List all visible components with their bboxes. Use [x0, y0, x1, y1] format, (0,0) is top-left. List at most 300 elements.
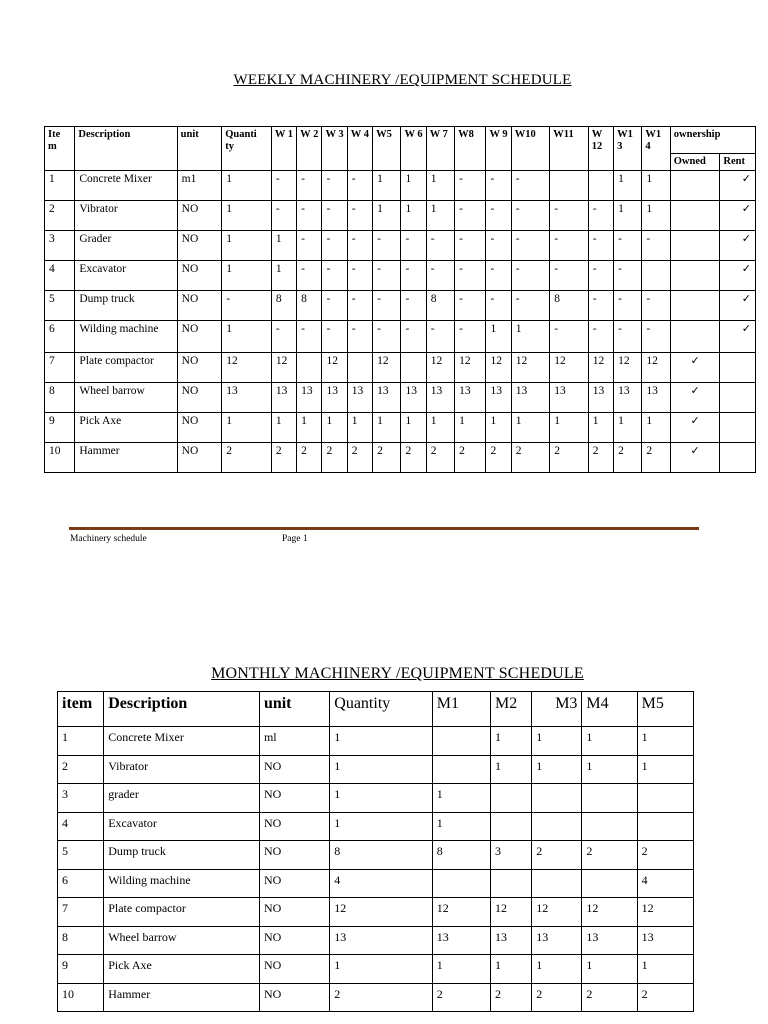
cell-unit: NO	[177, 321, 222, 353]
header-unit: unit	[259, 692, 329, 727]
cell-week: -	[455, 171, 486, 201]
cell-description: Wilding machine	[75, 321, 177, 353]
cell-item: 6	[58, 869, 104, 898]
cell-week: -	[373, 261, 401, 291]
table-row	[45, 383, 756, 413]
cell-week: -	[322, 291, 347, 321]
table-row	[45, 413, 756, 443]
cell-quantity: 1	[330, 727, 432, 756]
cell-week: 12	[588, 353, 613, 383]
cell-week: 2	[322, 443, 347, 473]
cell-rent: ✓	[720, 171, 756, 201]
header-quantity: Quantity	[330, 692, 432, 727]
cell-week: -	[271, 201, 296, 231]
cell-week: -	[614, 321, 642, 353]
cell-description: Wheel barrow	[75, 383, 177, 413]
cell-week: 2	[426, 443, 454, 473]
header-month: M5	[637, 692, 693, 727]
cell-description: grader	[104, 784, 260, 813]
header-week: W8	[455, 127, 486, 171]
cell-description: Hammer	[75, 443, 177, 473]
cell-week: -	[455, 321, 486, 353]
cell-week: 1	[401, 413, 426, 443]
cell-quantity: 1	[222, 413, 272, 443]
cell-week: 1	[511, 413, 549, 443]
cell-week: 13	[373, 383, 401, 413]
cell-week: 1	[426, 171, 454, 201]
cell-week: 1	[550, 413, 588, 443]
cell-week: -	[455, 261, 486, 291]
header-week: W 9	[486, 127, 511, 171]
cell-week: -	[511, 291, 549, 321]
cell-month: 1	[432, 955, 490, 984]
cell-week: -	[588, 231, 613, 261]
cell-month	[491, 812, 532, 841]
header-description: Description	[75, 127, 177, 171]
cell-week: -	[322, 231, 347, 261]
cell-week: 1	[373, 413, 401, 443]
header-month: M4	[582, 692, 637, 727]
cell-description: Hammer	[104, 983, 260, 1012]
cell-month: 12	[532, 898, 582, 927]
cell-description: Concrete Mixer	[75, 171, 177, 201]
cell-month: 12	[582, 898, 637, 927]
table-row	[45, 443, 756, 473]
cell-week: -	[322, 321, 347, 353]
cell-unit: NO	[177, 261, 222, 291]
table-row	[45, 261, 756, 291]
weekly-schedule-table	[44, 126, 756, 473]
cell-item: 2	[58, 755, 104, 784]
cell-week: -	[455, 291, 486, 321]
header-item: Ite m	[45, 127, 75, 171]
cell-week: 13	[401, 383, 426, 413]
cell-week: -	[347, 321, 372, 353]
cell-unit: NO	[177, 231, 222, 261]
header-quantity: Quanti ty	[222, 127, 272, 171]
cell-description: Wilding machine	[104, 869, 260, 898]
cell-month: 1	[582, 955, 637, 984]
cell-week: 12	[486, 353, 511, 383]
cell-quantity: 13	[330, 926, 432, 955]
cell-unit: NO	[259, 812, 329, 841]
cell-week: 13	[322, 383, 347, 413]
header-ownership: ownership	[670, 127, 755, 154]
cell-month: 2	[637, 841, 693, 870]
cell-week: -	[511, 261, 549, 291]
cell-item: 1	[45, 171, 75, 201]
cell-week: -	[486, 231, 511, 261]
table-row	[58, 841, 694, 870]
cell-rent: ✓	[720, 261, 756, 291]
cell-quantity: 1	[330, 955, 432, 984]
cell-month: 12	[637, 898, 693, 927]
header-rent: Rent	[720, 154, 756, 171]
cell-month: 13	[532, 926, 582, 955]
cell-month	[432, 869, 490, 898]
cell-week: 1	[401, 201, 426, 231]
cell-unit: NO	[259, 869, 329, 898]
cell-item: 8	[58, 926, 104, 955]
cell-week: -	[426, 321, 454, 353]
cell-item: 3	[45, 231, 75, 261]
cell-item: 8	[45, 383, 75, 413]
cell-unit: NO	[177, 353, 222, 383]
table-row	[58, 955, 694, 984]
cell-week: 8	[426, 291, 454, 321]
cell-quantity: 1	[222, 321, 272, 353]
cell-item: 3	[58, 784, 104, 813]
cell-week: 1	[614, 171, 642, 201]
cell-owned	[670, 291, 720, 321]
header-unit: unit	[177, 127, 222, 171]
cell-week: -	[455, 231, 486, 261]
cell-month	[637, 784, 693, 813]
cell-month	[637, 812, 693, 841]
cell-month: 2	[532, 983, 582, 1012]
cell-week: 12	[614, 353, 642, 383]
cell-quantity: 1	[222, 261, 272, 291]
cell-item: 7	[58, 898, 104, 927]
cell-owned	[670, 201, 720, 231]
cell-week: 1	[642, 413, 670, 443]
cell-quantity: 1	[330, 755, 432, 784]
cell-week: 1	[271, 413, 296, 443]
cell-week: 12	[550, 353, 588, 383]
cell-description: Concrete Mixer	[104, 727, 260, 756]
cell-unit: NO	[259, 755, 329, 784]
monthly-schedule-table	[57, 691, 694, 1012]
cell-owned: ✓	[670, 383, 720, 413]
cell-month	[432, 727, 490, 756]
cell-week: 12	[373, 353, 401, 383]
header-week: W1 3	[614, 127, 642, 171]
cell-owned	[670, 321, 720, 353]
cell-item: 2	[45, 201, 75, 231]
cell-week: -	[297, 261, 322, 291]
cell-month	[491, 869, 532, 898]
header-month: M1	[432, 692, 490, 727]
cell-unit: NO	[259, 983, 329, 1012]
cell-description: Dump truck	[75, 291, 177, 321]
cell-week: -	[588, 321, 613, 353]
header-week: W 6	[401, 127, 426, 171]
cell-owned: ✓	[670, 353, 720, 383]
cell-week: 13	[588, 383, 613, 413]
cell-week: -	[511, 231, 549, 261]
cell-week: 2	[550, 443, 588, 473]
cell-week: -	[455, 201, 486, 231]
cell-owned	[670, 171, 720, 201]
cell-description: Pick Axe	[104, 955, 260, 984]
cell-description: Pick Axe	[75, 413, 177, 443]
cell-week: 12	[322, 353, 347, 383]
cell-item: 7	[45, 353, 75, 383]
cell-week: 13	[511, 383, 549, 413]
cell-month: 1	[491, 755, 532, 784]
cell-week: 1	[373, 171, 401, 201]
table-row	[58, 983, 694, 1012]
cell-week: 13	[297, 383, 322, 413]
cell-week: 12	[426, 353, 454, 383]
cell-week: 2	[271, 443, 296, 473]
cell-week: -	[642, 291, 670, 321]
cell-week: 1	[588, 413, 613, 443]
table-row	[45, 321, 756, 353]
table-row	[58, 898, 694, 927]
table-row	[58, 784, 694, 813]
cell-week: -	[347, 231, 372, 261]
cell-week	[401, 353, 426, 383]
cell-week	[642, 261, 670, 291]
cell-quantity: 1	[222, 171, 272, 201]
header-week: W 3	[322, 127, 347, 171]
weekly-header-row	[45, 127, 756, 154]
cell-week: 13	[426, 383, 454, 413]
cell-month: 1	[532, 955, 582, 984]
cell-month: 1	[491, 955, 532, 984]
cell-week: -	[588, 291, 613, 321]
cell-owned: ✓	[670, 413, 720, 443]
cell-month: 1	[637, 755, 693, 784]
cell-week: -	[373, 321, 401, 353]
cell-week: -	[271, 171, 296, 201]
cell-item: 10	[45, 443, 75, 473]
cell-week: -	[322, 171, 347, 201]
cell-week: 1	[614, 201, 642, 231]
cell-unit: NO	[259, 898, 329, 927]
cell-description: Vibrator	[104, 755, 260, 784]
cell-week: -	[271, 321, 296, 353]
cell-month: 2	[637, 983, 693, 1012]
header-item: item	[58, 692, 104, 727]
cell-week: 1	[426, 201, 454, 231]
cell-week: 13	[455, 383, 486, 413]
cell-week: 8	[550, 291, 588, 321]
header-week: W11	[550, 127, 588, 171]
cell-month: 2	[432, 983, 490, 1012]
cell-unit: NO	[259, 841, 329, 870]
cell-month: 2	[582, 841, 637, 870]
header-week: W 2	[297, 127, 322, 171]
cell-week: 2	[642, 443, 670, 473]
cell-week: -	[373, 231, 401, 261]
footer-page-number: Page 1	[282, 534, 308, 544]
header-week: W10	[511, 127, 549, 171]
cell-week: 8	[297, 291, 322, 321]
cell-month: 12	[432, 898, 490, 927]
cell-week: 12	[642, 353, 670, 383]
cell-description: Plate compactor	[104, 898, 260, 927]
cell-rent: ✓	[720, 321, 756, 353]
cell-month	[532, 869, 582, 898]
cell-description: Plate compactor	[75, 353, 177, 383]
cell-item: 4	[58, 812, 104, 841]
cell-unit: NO	[177, 383, 222, 413]
cell-rent: ✓	[720, 291, 756, 321]
cell-week: -	[550, 321, 588, 353]
cell-quantity: 2	[222, 443, 272, 473]
cell-item: 6	[45, 321, 75, 353]
cell-week: -	[642, 321, 670, 353]
cell-week: 1	[511, 321, 549, 353]
cell-rent	[720, 383, 756, 413]
monthly-header-row	[58, 692, 694, 727]
table-row	[58, 755, 694, 784]
cell-week: 2	[588, 443, 613, 473]
cell-week: -	[486, 171, 511, 201]
cell-rent	[720, 443, 756, 473]
header-month: M2	[491, 692, 532, 727]
table-row	[58, 727, 694, 756]
footer-divider	[69, 527, 699, 530]
cell-unit: NO	[259, 784, 329, 813]
cell-description: Excavator	[104, 812, 260, 841]
header-owned: Owned	[670, 154, 720, 171]
cell-month: 1	[532, 755, 582, 784]
cell-week: 1	[297, 413, 322, 443]
cell-month: 13	[491, 926, 532, 955]
cell-week: 12	[511, 353, 549, 383]
header-week: W 1	[271, 127, 296, 171]
cell-week: -	[297, 321, 322, 353]
cell-month: 1	[432, 812, 490, 841]
cell-week: -	[347, 291, 372, 321]
cell-week: 1	[347, 413, 372, 443]
cell-week: -	[401, 231, 426, 261]
cell-unit: m1	[177, 171, 222, 201]
cell-rent: ✓	[720, 201, 756, 231]
cell-week: 13	[486, 383, 511, 413]
cell-rent: ✓	[720, 231, 756, 261]
cell-week: 1	[322, 413, 347, 443]
cell-week: -	[347, 261, 372, 291]
cell-week: -	[588, 261, 613, 291]
table-row	[45, 201, 756, 231]
cell-week: -	[511, 201, 549, 231]
cell-week: 13	[550, 383, 588, 413]
cell-quantity: 1	[222, 201, 272, 231]
header-week: W 7	[426, 127, 454, 171]
table-row	[45, 171, 756, 201]
cell-week: 1	[373, 201, 401, 231]
cell-week: 13	[642, 383, 670, 413]
cell-week: -	[373, 291, 401, 321]
cell-week: 12	[271, 353, 296, 383]
cell-quantity: 4	[330, 869, 432, 898]
cell-item: 10	[58, 983, 104, 1012]
cell-item: 9	[58, 955, 104, 984]
cell-unit: ml	[259, 727, 329, 756]
cell-month	[491, 784, 532, 813]
table-row	[45, 231, 756, 261]
cell-month: 13	[432, 926, 490, 955]
header-week: W5	[373, 127, 401, 171]
cell-week: 1	[486, 321, 511, 353]
cell-month: 2	[582, 983, 637, 1012]
cell-week: 2	[373, 443, 401, 473]
footer-document-name: Machinery schedule	[70, 534, 147, 544]
cell-week: 2	[401, 443, 426, 473]
cell-item: 9	[45, 413, 75, 443]
cell-month: 1	[637, 955, 693, 984]
header-month: M3	[532, 692, 582, 727]
cell-quantity: 13	[222, 383, 272, 413]
cell-unit: NO	[177, 413, 222, 443]
cell-week: -	[347, 201, 372, 231]
cell-month	[432, 755, 490, 784]
cell-week: -	[486, 261, 511, 291]
cell-month	[532, 784, 582, 813]
cell-week: -	[297, 201, 322, 231]
cell-unit: NO	[259, 955, 329, 984]
cell-week: 1	[642, 171, 670, 201]
cell-month	[582, 784, 637, 813]
cell-week: -	[486, 291, 511, 321]
cell-week: -	[297, 171, 322, 201]
cell-week: 2	[347, 443, 372, 473]
cell-item: 5	[45, 291, 75, 321]
cell-item: 5	[58, 841, 104, 870]
cell-week: 2	[297, 443, 322, 473]
table-row	[45, 291, 756, 321]
cell-unit: NO	[177, 291, 222, 321]
cell-quantity: -	[222, 291, 272, 321]
cell-description: Vibrator	[75, 201, 177, 231]
cell-month: 8	[432, 841, 490, 870]
cell-week: -	[347, 171, 372, 201]
cell-week: -	[486, 201, 511, 231]
cell-week: 1	[642, 201, 670, 231]
cell-description: Excavator	[75, 261, 177, 291]
cell-week: -	[550, 201, 588, 231]
cell-item: 1	[58, 727, 104, 756]
cell-week: -	[614, 291, 642, 321]
table-row	[45, 353, 756, 383]
cell-week: -	[511, 171, 549, 201]
cell-month: 13	[637, 926, 693, 955]
cell-description: Wheel barrow	[104, 926, 260, 955]
cell-rent	[720, 353, 756, 383]
cell-unit: NO	[177, 443, 222, 473]
cell-week	[588, 171, 613, 201]
cell-week: -	[297, 231, 322, 261]
cell-week: -	[550, 231, 588, 261]
cell-month: 2	[532, 841, 582, 870]
cell-description: Dump truck	[104, 841, 260, 870]
cell-unit: NO	[177, 201, 222, 231]
cell-week	[550, 171, 588, 201]
cell-month	[582, 812, 637, 841]
cell-week: -	[401, 321, 426, 353]
cell-week: 13	[271, 383, 296, 413]
cell-week: -	[614, 261, 642, 291]
cell-month: 12	[491, 898, 532, 927]
cell-week: 1	[401, 171, 426, 201]
table-row	[58, 812, 694, 841]
cell-quantity: 1	[330, 812, 432, 841]
cell-month: 1	[582, 727, 637, 756]
cell-month: 1	[637, 727, 693, 756]
cell-week: 1	[455, 413, 486, 443]
cell-week: -	[322, 261, 347, 291]
cell-quantity: 1	[222, 231, 272, 261]
cell-week: -	[401, 291, 426, 321]
cell-week: -	[642, 231, 670, 261]
cell-month: 4	[637, 869, 693, 898]
cell-week: 1	[486, 413, 511, 443]
cell-quantity: 12	[222, 353, 272, 383]
